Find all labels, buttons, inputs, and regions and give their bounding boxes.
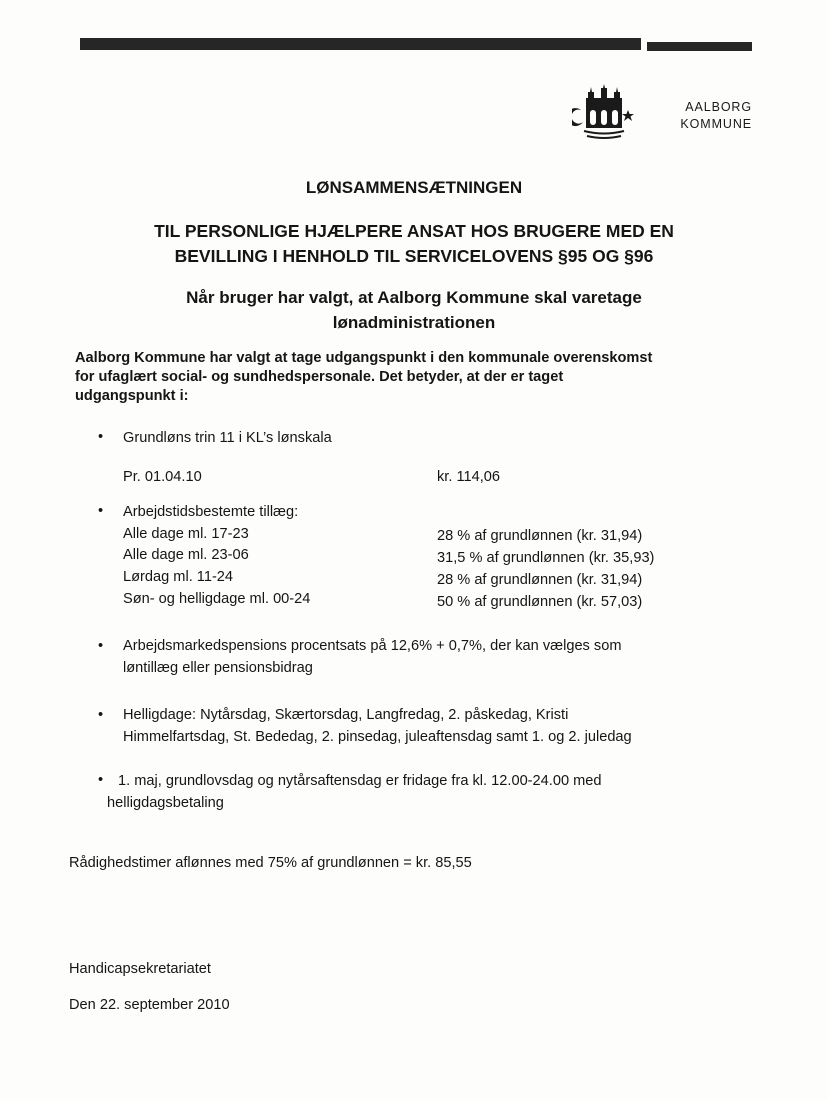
tillaeg-row-label: Alle dage ml. 17-23 bbox=[123, 526, 249, 542]
footer-department: Handicapsekretariatet bbox=[69, 961, 211, 977]
subtitle-line-1: TIL PERSONLIGE HJÆLPERE ANSAT HOS BRUGERE MED EN bbox=[154, 221, 674, 241]
pension-line-1: Arbejdsmarkedspensions procentsats på 12,6% + 0,7%, der kan vælges som bbox=[123, 638, 622, 654]
helligdage-text bbox=[123, 705, 632, 748]
helligdage-line-2: Himmelfartsdag, St. Bededag, 2. pinsedag, juleaftensdag samt 1. og 2. juledag bbox=[123, 728, 632, 745]
document-title: LØNSAMMENSÆTNINGEN bbox=[305, 178, 523, 197]
aalborg-kommune-logo-icon bbox=[572, 84, 642, 142]
tillaeg-row-label: Søn- og helligdage ml. 00-24 bbox=[123, 591, 311, 607]
intro-line-1: Aalborg Kommune har valgt at tage udgangspunkt i den kommunale overenskomst bbox=[75, 350, 653, 366]
section-heading bbox=[60, 285, 768, 335]
tillaeg-row-value: 50 % af grundlønnen (kr. 57,03) bbox=[437, 594, 643, 610]
grundloen-label: Grundløns trin 11 i KL’s lønskala bbox=[123, 430, 332, 446]
pension-line-2: løntillæg eller pensionsbidrag bbox=[123, 659, 313, 676]
heading-line-1: Når bruger har valgt, at Aalborg Kommune skal varetage bbox=[186, 288, 642, 307]
tillaeg-row-label: Alle dage ml. 23-06 bbox=[123, 547, 249, 563]
bullet-marker: • bbox=[98, 503, 104, 519]
bullet-marker: • bbox=[98, 772, 104, 788]
document-subtitle bbox=[60, 219, 768, 269]
header-rule-short bbox=[647, 42, 752, 51]
grundloen-amount: kr. 114,06 bbox=[437, 469, 501, 485]
tillaeg-row-value: 31,5 % af grundlønnen (kr. 35,93) bbox=[437, 550, 655, 566]
fridage-text bbox=[107, 771, 602, 814]
logo-wordmark bbox=[640, 99, 752, 133]
grundloen-date: Pr. 01.04.10 bbox=[123, 469, 202, 485]
heading-line-2: lønadministrationen bbox=[332, 313, 496, 332]
footer-date: Den 22. september 2010 bbox=[69, 997, 230, 1013]
intro-line-2: for ufaglært social- og sundhedspersonale. Det betyder, at der er taget bbox=[75, 369, 564, 385]
bullet-marker: • bbox=[98, 638, 104, 654]
pension-text bbox=[123, 636, 621, 679]
fridage-line-1: 1. maj, grundlovsdag og nytårsaftensdag er fridage fra kl. 12.00-24.00 med bbox=[118, 773, 602, 789]
tillaeg-row-value: 28 % af grundlønnen (kr. 31,94) bbox=[437, 572, 643, 588]
helligdage-line-1: Helligdage: Nytårsdag, Skærtorsdag, Langfredag, 2. påskedag, Kristi bbox=[123, 707, 569, 723]
fridage-line-2: helligdagsbetaling bbox=[107, 794, 224, 811]
raadighed-text: Rådighedstimer aflønnes med 75% af grundlønnen = kr. 85,55 bbox=[69, 855, 472, 871]
logo-line-1: AALBORG bbox=[685, 100, 752, 114]
intro-line-3: udgangspunkt i: bbox=[75, 388, 189, 404]
tillaeg-label: Arbejdstidsbestemte tillæg: bbox=[123, 504, 299, 520]
intro-paragraph bbox=[75, 349, 755, 406]
logo-line-2: KOMMUNE bbox=[680, 117, 752, 131]
tillaeg-row-label: Lørdag ml. 11-24 bbox=[123, 569, 234, 585]
subtitle-line-2: BEVILLING I HENHOLD TIL SERVICELOVENS §95 OG §96 bbox=[174, 246, 654, 266]
bullet-marker: • bbox=[98, 429, 104, 445]
header-rule bbox=[80, 38, 641, 50]
bullet-marker: • bbox=[98, 707, 104, 723]
tillaeg-row-value: 28 % af grundlønnen (kr. 31,94) bbox=[437, 528, 643, 544]
